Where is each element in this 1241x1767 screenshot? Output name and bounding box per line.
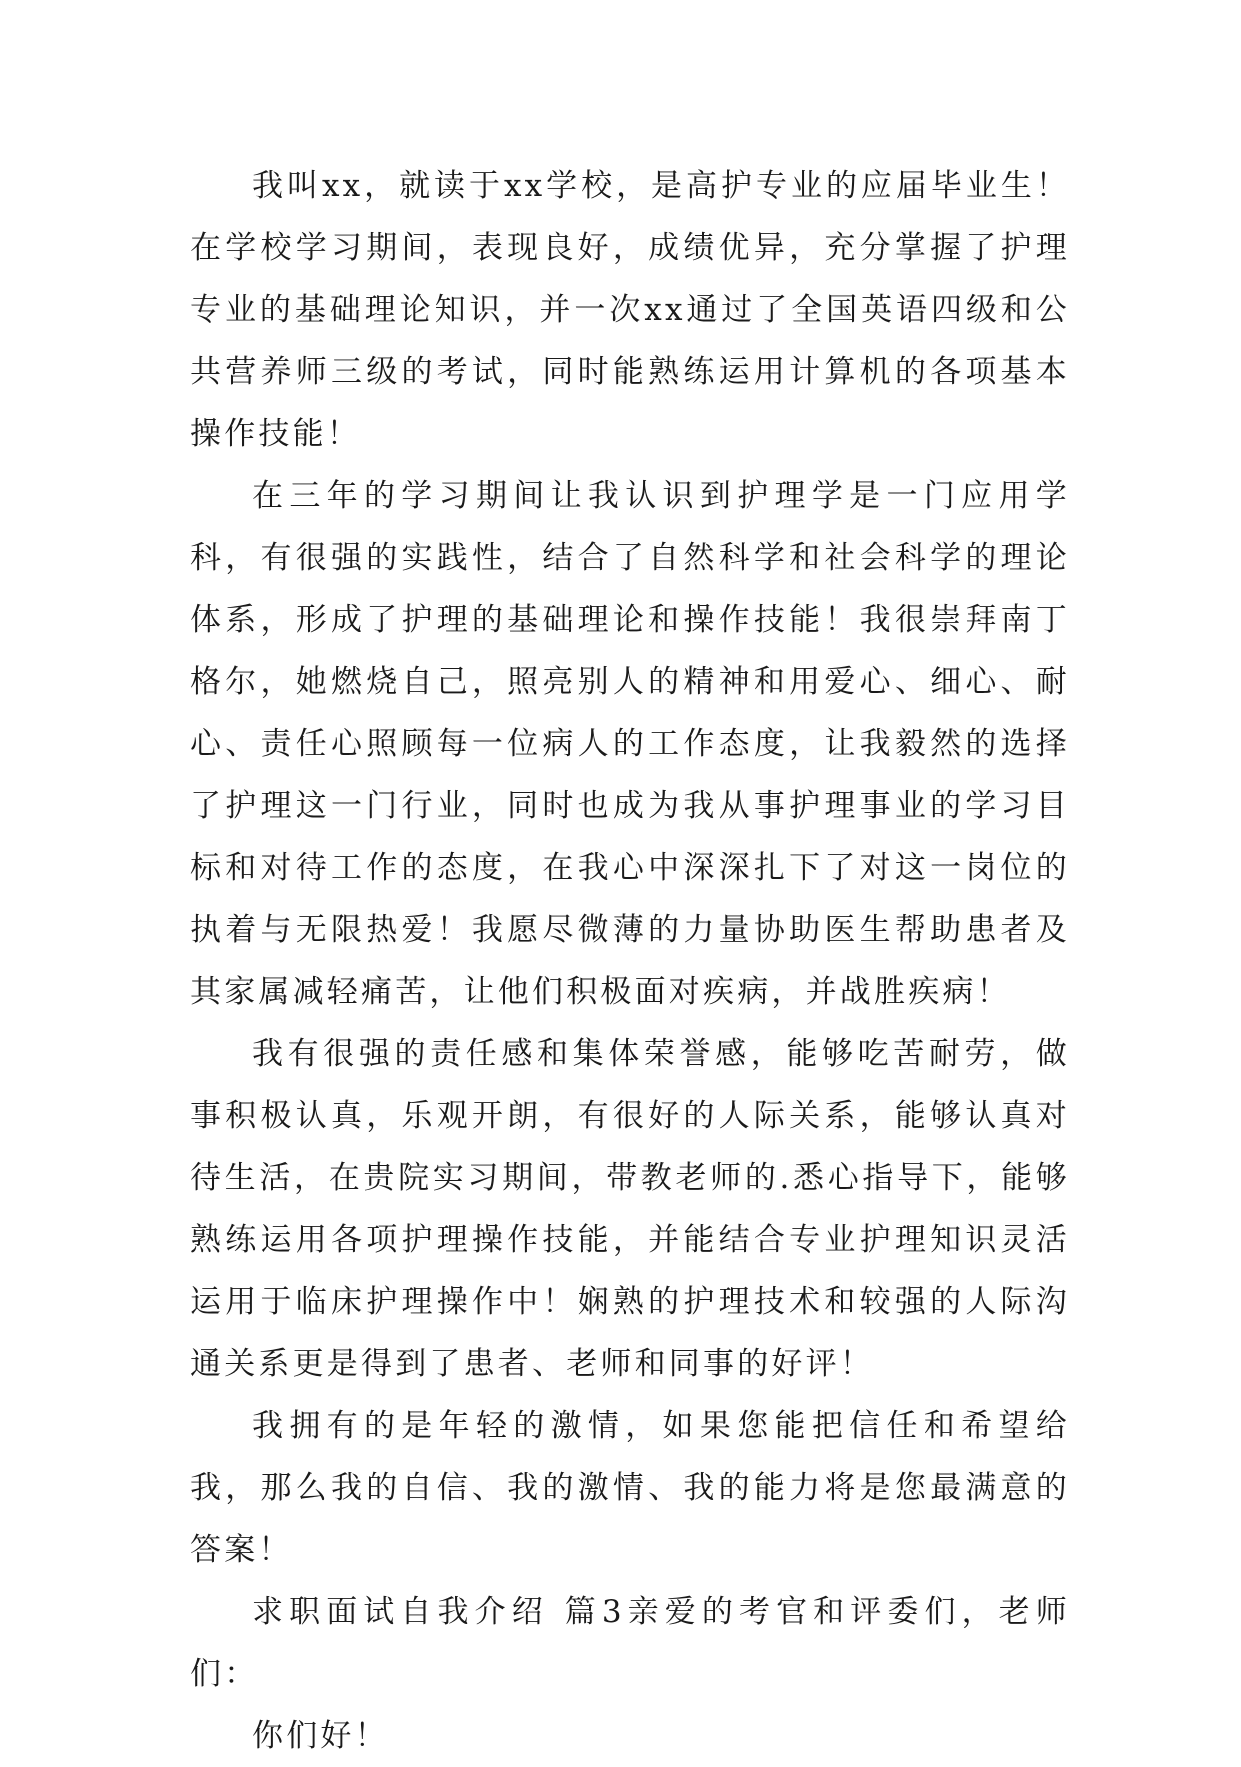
document-body [190,155,1070,1767]
paragraph-intro: 我叫xx，就读于xx学校，是高护专业的应届毕业生！在学校学习期间，表现良好，成绩优异，充分掌握了护理专业的基础理论知识，并一次xx通过了全国英语四级和公共营养师三级的考试，同时能熟练运用计算机的各项基本操作技能！ [190,168,1070,452]
paragraph-section-heading: 求职面试自我介绍 篇3亲爱的考官和评委们，老师们： [190,1594,1070,1692]
paragraph-nursing-study: 在三年的学习期间让我认识到护理学是一门应用学科，有很强的实践性，结合了自然科学和社会科学的理论体系，形成了护理的基础理论和操作技能！我很崇拜南丁格尔，她燃烧自己，照亮别人的精神和用爱心、细心、耐心、责任心照顾每一位病人的工作态度，让我毅然的选择了护理这一门行业，同时也成为我从事护理事业的学习目标和对待工作的态度，在我心中深深扎下了对这一岗位的执着与无限热爱！我愿尽微薄的力量协助医生帮助患者及其家属减轻痛苦，让他们积极面对疾病，并战胜疾病！ [190,478,1070,1010]
paragraph-passion: 我拥有的是年轻的激情，如果您能把信任和希望给我，那么我的自信、我的激情、我的能力将是您最满意的答案！ [190,1408,1070,1568]
paragraph-responsibility: 我有很强的责任感和集体荣誉感，能够吃苦耐劳，做事积极认真，乐观开朗，有很好的人际关系，能够认真对待生活，在贵院实习期间，带教老师的.悉心指导下，能够熟练运用各项护理操作技能，并能结合专业护理知识灵活运用于临床护理操作中！娴熟的护理技术和较强的人际沟通关系更是得到了患者、老师和同事的好评！ [190,1036,1070,1382]
paragraph-greeting: 你们好！ [252,1718,389,1754]
